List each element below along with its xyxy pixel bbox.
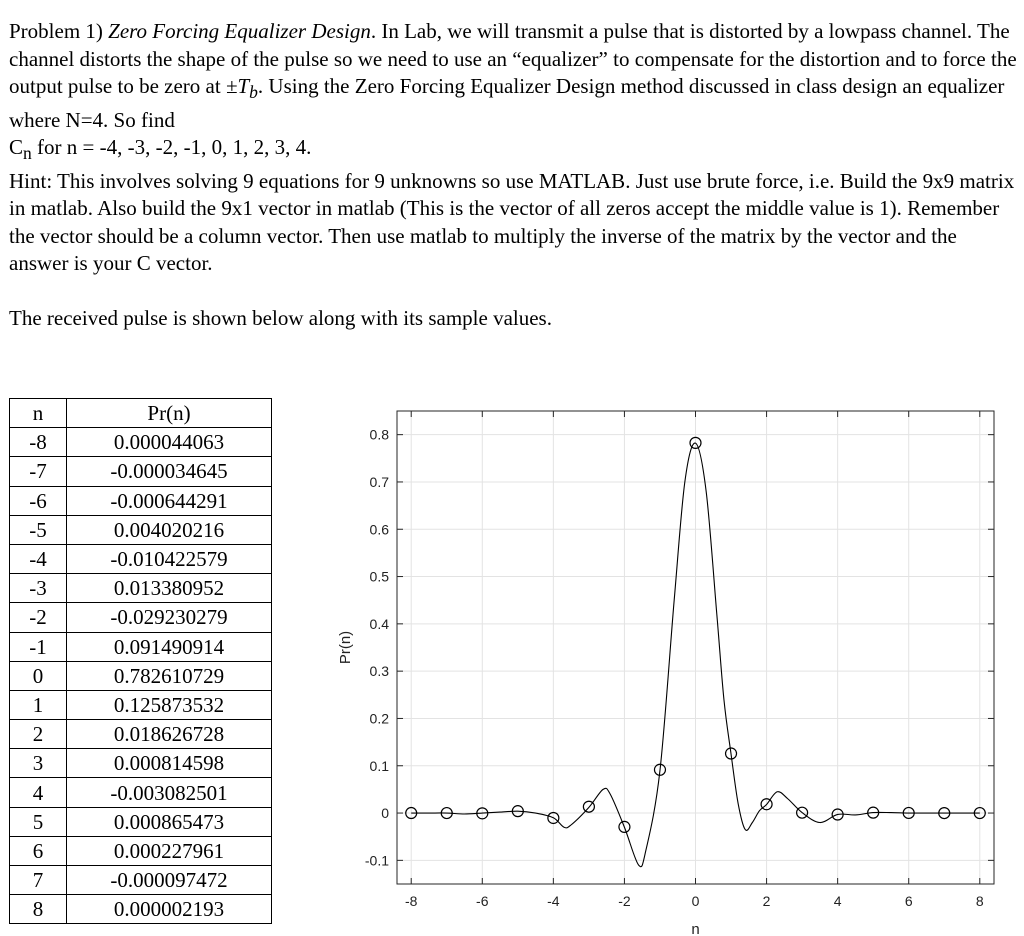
cell-prn: 0.091490914 [67, 632, 272, 661]
problem-title-prefix: Problem 1) [9, 19, 109, 43]
header-n: n [10, 399, 67, 428]
cn-line: $C_n$ for n = -4, -3, -2, -1, 0, 1, 2, 3, 4. [9, 135, 312, 164]
y-tick-label: 0.2 [369, 710, 389, 727]
y-tick-label: 0.4 [369, 615, 389, 632]
cell-n: 7 [10, 866, 67, 895]
cell-prn: -0.003082501 [67, 778, 272, 807]
cell-n: -8 [10, 428, 67, 457]
cell-n: -5 [10, 515, 67, 544]
y-tick-label: -0.1 [364, 852, 389, 869]
x-axis-label: n [691, 921, 700, 936]
cell-n: -3 [10, 574, 67, 603]
y-tick-label: 0.5 [369, 568, 389, 585]
cell-n: 4 [10, 778, 67, 807]
cell-n: 5 [10, 807, 67, 836]
x-tick-label: -4 [547, 893, 560, 909]
cell-n: 8 [10, 895, 67, 924]
x-tick-label: -8 [404, 893, 418, 909]
cell-prn: 0.000044063 [67, 428, 272, 457]
cell-prn: 0.782610729 [67, 661, 272, 690]
cell-prn: -0.000097472 [67, 866, 272, 895]
x-tick-label: 6 [904, 893, 913, 909]
cell-prn: 0.018626728 [67, 720, 272, 749]
cell-prn: -0.000644291 [67, 486, 272, 515]
cell-prn: -0.000034645 [67, 457, 272, 486]
y-tick-label: 0.8 [369, 426, 389, 443]
cell-prn: 0.004020216 [67, 515, 272, 544]
y-axis-label: Pr(n) [337, 630, 354, 665]
problem-body-end: . Using the Zero Forcing Equalizer Design method discussed in class design an equalizer where N=4. So find [9, 74, 1005, 132]
x-tick-label: 4 [833, 893, 842, 909]
cell-n: -6 [10, 486, 67, 515]
cell-n: -1 [10, 632, 67, 661]
x-tick-label: -6 [476, 893, 489, 909]
header-prn: Pr(n) [67, 399, 272, 428]
cell-n: -7 [10, 457, 67, 486]
y-tick-label: 0 [381, 805, 389, 822]
cell-prn: 0.000814598 [67, 749, 272, 778]
cell-n: 0 [10, 661, 67, 690]
cell-n: 6 [10, 836, 67, 865]
problem-body: . In Lab, we will transmit a pulse that is distorted by a lowpass channel. The channel distorts the shape of the pulse so we need to use an “equalizer” to compensate for the distortion and to force the output pulse to be zero at [9, 19, 1017, 98]
y-tick-label: 0.7 [369, 473, 389, 490]
cell-prn: 0.125873532 [67, 690, 272, 719]
cell-prn: 0.013380952 [67, 574, 272, 603]
y-tick-label: 0.1 [369, 757, 389, 774]
cell-prn: 0.000002193 [67, 895, 272, 924]
cell-prn: 0.000227961 [67, 836, 272, 865]
received-pulse-line: The received pulse is shown below along with its sample values. [9, 305, 552, 330]
cell-n: 3 [10, 749, 67, 778]
cell-prn: 0.000865473 [67, 807, 272, 836]
pm-tb-symbol: $\pm T_b$ [225, 74, 258, 103]
hint-paragraph: Hint: This involves solving 9 equations for 9 unknowns so use MATLAB. Just use brute force, i.e. Build the 9x9 matrix in matlab. Also build the 9x1 vector in matlab (This is the vector of all zeros accept the middle value is 1). Remember the vector should be a column vector. Then use matlab to multiply the inverse of the matrix by the vector and the answer is your C vector. [9, 168, 1015, 276]
problem-title: Zero Forcing Equalizer Design [108, 19, 371, 43]
x-tick-label: 8 [975, 893, 984, 909]
x-tick-label: 2 [762, 893, 771, 909]
y-tick-label: 0.6 [369, 521, 389, 538]
cell-n: -4 [10, 544, 67, 573]
cell-prn: -0.010422579 [67, 544, 272, 573]
cell-n: 1 [10, 690, 67, 719]
cell-n: -2 [10, 603, 67, 632]
x-tick-label: -2 [618, 893, 631, 909]
cell-n: 2 [10, 720, 67, 749]
x-tick-label: 0 [691, 893, 700, 909]
cell-prn: -0.029230279 [67, 603, 272, 632]
y-tick-label: 0.3 [369, 663, 389, 680]
